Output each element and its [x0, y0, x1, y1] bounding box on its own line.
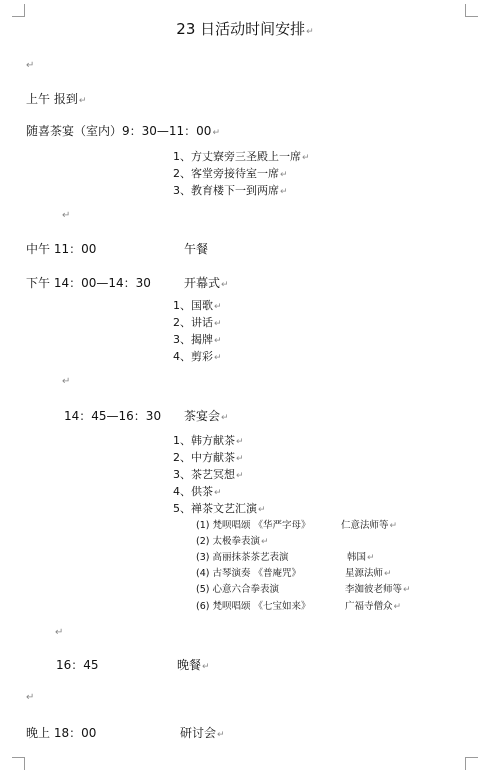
document-title: 23 日活动时间安排↵ — [176, 20, 314, 38]
seat-item: 3、教育楼下一到两席↵ — [173, 184, 288, 197]
afternoon-event: 开幕式↵ — [184, 276, 229, 290]
empty-paragraph: ↵ — [26, 692, 35, 703]
empty-paragraph: ↵ — [62, 376, 71, 387]
empty-paragraph: ↵ — [26, 60, 35, 71]
performance-performer: 仁意法师等↵ — [341, 520, 398, 531]
morning-heading: 上午 报到↵ — [26, 92, 87, 106]
tea-party-item: 2、中方献茶↵ — [173, 451, 244, 464]
performance-item: (3) 高丽抹茶茶艺表演 — [196, 552, 289, 563]
dinner-event: 晚餐↵ — [177, 658, 210, 672]
noon-event: 午餐 — [184, 242, 209, 256]
evening-time: 晚上 18：00 — [26, 726, 97, 740]
performance-item: (2) 太极拳表演↵ — [196, 536, 269, 547]
tea-party-event: 茶宴会↵ — [184, 409, 229, 423]
performance-item: (1) 梵呗唱颂 《华严字母》 — [196, 520, 311, 531]
dinner-time: 16：45 — [56, 658, 99, 672]
page-corner-mark — [12, 757, 25, 770]
seat-item: 1、方丈寮旁三圣殿上一席↵ — [173, 150, 310, 163]
performance-performer: 星源法师↵ — [345, 568, 392, 579]
ceremony-item: 1、国歌↵ — [173, 299, 222, 312]
noon-time: 中午 11：00 — [26, 242, 97, 256]
ceremony-item: 4、剪彩↵ — [173, 350, 222, 363]
seat-item: 2、客堂旁接待室一席↵ — [173, 167, 288, 180]
tea-party-item: 3、茶艺冥想↵ — [173, 468, 244, 481]
performance-performer: 广福寺僧众↵ — [345, 601, 402, 612]
tea-party-item: 4、供茶↵ — [173, 485, 222, 498]
tea-party-time: 14：45—16：30 — [64, 409, 162, 423]
performance-performer: 李洳彼老师等↵ — [345, 584, 411, 595]
page-corner-mark — [465, 4, 478, 17]
performance-item: (6) 梵呗唱颂 《七宝如来》 — [196, 601, 311, 612]
empty-paragraph: ↵ — [55, 627, 64, 638]
performance-performer: 韩国↵ — [347, 552, 375, 563]
empty-paragraph: ↵ — [62, 210, 71, 221]
tea-party-item: 5、禅茶文艺汇演↵ — [173, 502, 266, 515]
afternoon-time: 下午 14：00—14：30 — [26, 276, 151, 290]
performance-item: (5) 心意六合拳表演 — [196, 584, 279, 595]
page-corner-mark — [465, 757, 478, 770]
performance-item: (4) 古琴演奏 《普庵咒》 — [196, 568, 301, 579]
tea-party-item: 1、韩方献茶↵ — [173, 434, 244, 447]
page-corner-mark — [12, 4, 25, 17]
tea-session-line: 随喜茶宴（室内）9：30—11：00↵ — [26, 124, 220, 138]
ceremony-item: 2、讲话↵ — [173, 316, 222, 329]
evening-event: 研讨会↵ — [180, 726, 225, 740]
ceremony-item: 3、揭牌↵ — [173, 333, 222, 346]
